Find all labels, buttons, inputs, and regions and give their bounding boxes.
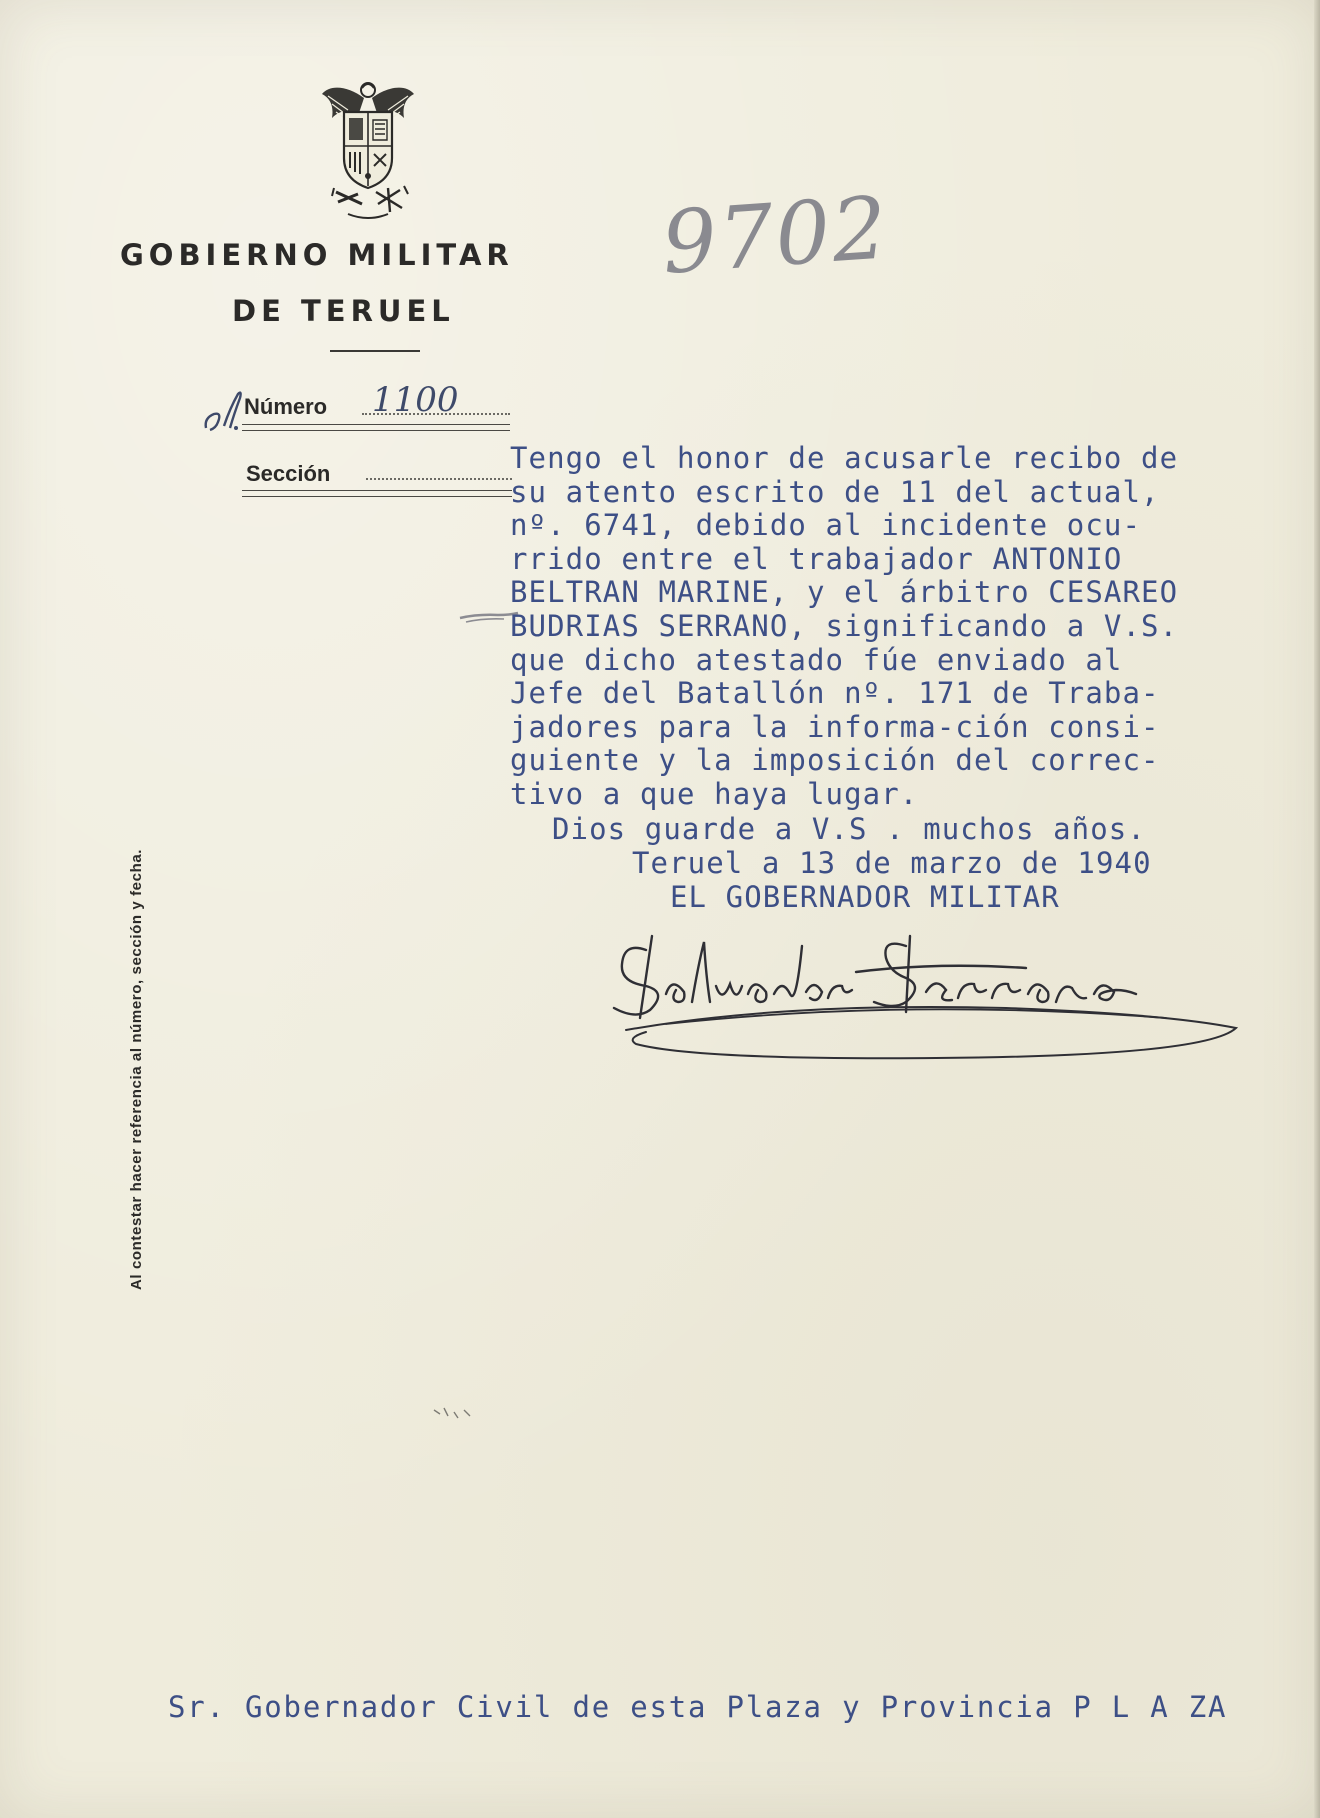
letter-line: tivo a que haya lugar. — [510, 776, 919, 811]
closing-greeting: Dios guarde a V.S . muchos años. — [552, 812, 1146, 846]
organization-name-line-1: GOBIERNO MILITAR — [120, 238, 514, 272]
page-edge-shadow — [1314, 0, 1320, 1818]
letter-line: BUDRIAS SERRANO, significando a V.S. — [510, 608, 1179, 643]
numero-double-rule — [242, 424, 510, 431]
recipient-line: Sr. Gobernador Civil de esta Plaza y Provincia P L A ZA — [168, 1690, 1228, 1724]
spanish-coat-of-arms-icon — [318, 76, 418, 226]
letter-line: que dicho atestado fúe enviado al — [510, 642, 1123, 677]
letterhead-divider — [330, 350, 420, 352]
organization-name-line-2: DE TERUEL — [232, 294, 455, 328]
letter-line: BELTRAN MARINE, y el árbitro CESAREO — [510, 575, 1179, 610]
letter-line: rrido entre el trabajador ANTONIO — [510, 541, 1123, 576]
letter-line: Jefe del Batallón nº. 171 de Traba- — [510, 676, 1160, 711]
closing-place-date: Teruel a 13 de marzo de 1940 — [632, 846, 1152, 880]
paper-speck-mark — [430, 1404, 480, 1424]
letter-line: su atento escrito de 11 del actual, — [510, 474, 1160, 509]
pencil-archive-number: 9702 — [658, 178, 893, 294]
letter-line: nº. 6741, debido al incidente ocu- — [510, 508, 1142, 543]
numero-dotted-line — [362, 413, 510, 415]
letter-line: jadores para la informa-ción consi- — [510, 709, 1160, 744]
numero-label: Número — [244, 394, 328, 419]
numero-value: 1100 — [372, 380, 459, 420]
margin-instruction-note: Al contestar hacer referencia al número, sección y fecha. — [128, 848, 145, 1290]
letter-line: guiente y la imposición del correc- — [510, 743, 1160, 778]
seccion-double-rule — [242, 490, 512, 497]
letter-body — [510, 442, 1270, 812]
seccion-label: Sección — [246, 461, 331, 486]
signatory-title: EL GOBERNADOR MILITAR — [670, 880, 1060, 914]
seccion-dotted-line — [366, 478, 512, 480]
handwritten-signature — [606, 906, 1266, 1066]
letter-line: Tengo el honor de acusarle recibo de — [510, 441, 1179, 475]
